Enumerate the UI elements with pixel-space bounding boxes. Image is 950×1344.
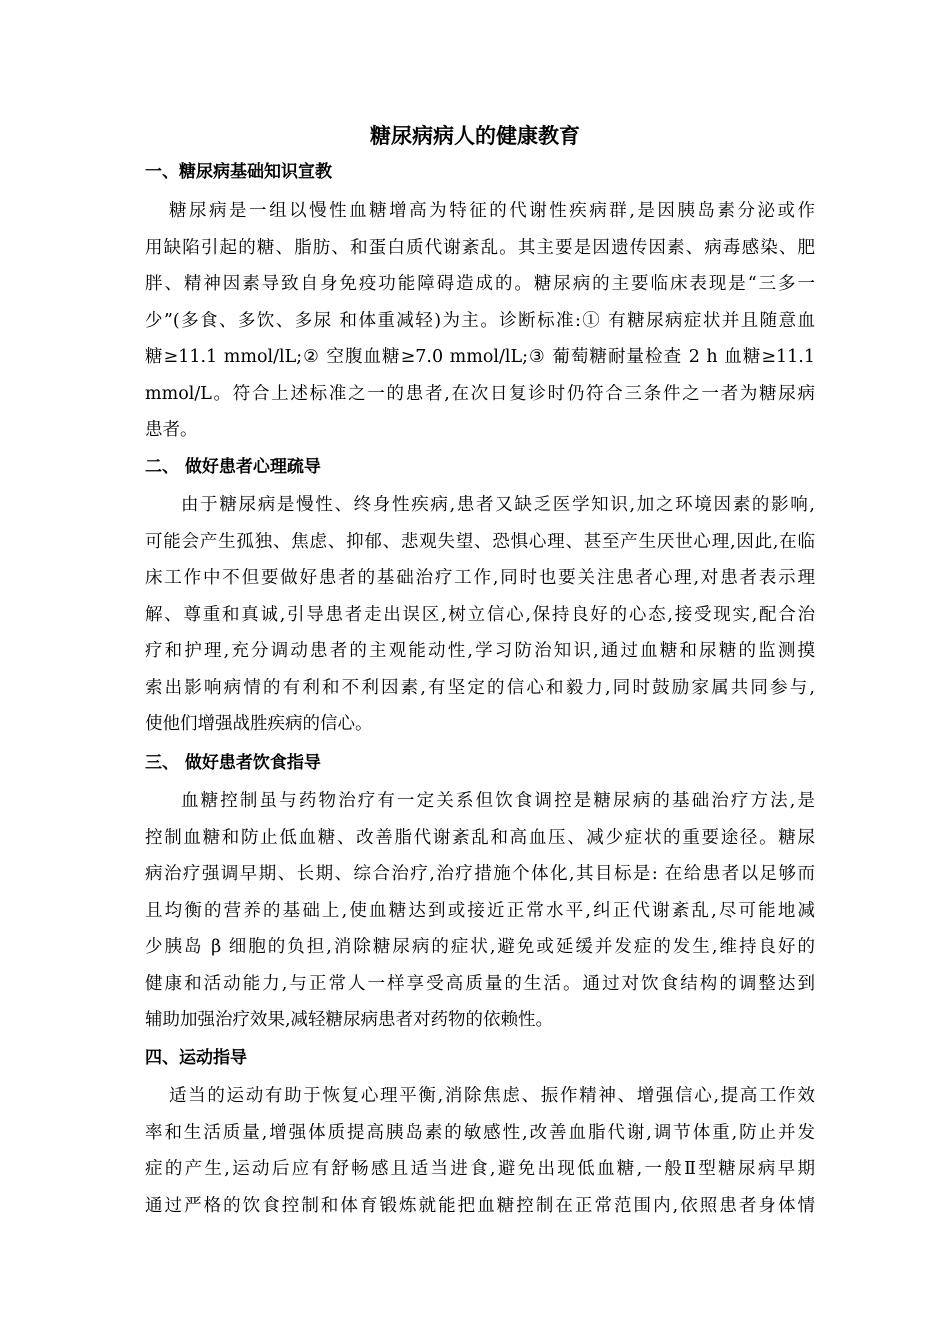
text-line: 糖尿病是一组以慢性血糖增高为特征的代谢性疾病群,是因胰岛素分泌或作 [169, 201, 815, 221]
text-line: 疗和护理,充分调动患者的主观能动性,学习防治知识,通过血糖和尿糖的监测摸 [145, 641, 815, 661]
text-line: 少胰岛 β 细胞的负担,消除糖尿病的症状,避免或延缓并发症的发生,维持良好的 [145, 937, 815, 957]
section-body-psychology [145, 487, 815, 743]
text-line: 用缺陷引起的糖、脂肪、和蛋白质代谢紊乱。其主要是因遗传因素、病毒感染、肥 [145, 237, 815, 258]
text-line: 可能会产生孤独、焦虑、抑郁、悲观失望、恐惧心理、甚至产生厌世心理,因此,在临 [145, 531, 815, 552]
text-line: 通过严格的饮食控制和体育锻炼就能把血糖控制在正常范围内,依照患者身体情 [145, 1195, 815, 1216]
text-line: 健康和活动能力,与正常人一样享受高质量的生活。通过对饮食结构的调整达到 [145, 973, 815, 994]
section-heading-exercise: 四、运动指导 [145, 1048, 247, 1068]
section-heading-basics: 一、糖尿病基础知识宣教 [145, 162, 332, 182]
text-line: 少”(多食、多饮、多尿 和体重减轻)为主。诊断标准:① 有糖尿病症状并且随意血 [145, 310, 815, 331]
text-line: 率和生活质量,增强体质提高胰岛素的敏感性,改善血脂代谢,调节体重,防止并发 [145, 1122, 815, 1143]
section-heading-diet: 三、 做好患者饮食指导 [145, 753, 321, 773]
section-body-diet [145, 783, 815, 1039]
text-line: 血糖控制虽与药物治疗有一定关系但饮食调控是糖尿病的基础治疗方法,是 [181, 791, 815, 811]
text-line: 症的产生,运动后应有舒畅感且适当进食,避免出现低血糖,一般Ⅱ型糖尿病早期 [145, 1159, 815, 1179]
text-line: 由于糖尿病是慢性、终身性疾病,患者又缺乏医学知识,加之环境因素的影响, [181, 495, 815, 515]
text-line: 解、尊重和真诚,引导患者走出误区,树立信心,保持良好的心态,接受现实,配合治 [145, 604, 815, 625]
text-line: 病治疗强调早期、长期、综合治疗,治疗措施个体化,其目标是: 在给患者以足够而 [145, 864, 815, 884]
text-line: 糖≥11.1 mmol/lL;② 空腹血糖≥7.0 mmol/lL;③ 葡萄糖耐量检查 2 h 血糖≥11.1 [145, 347, 815, 367]
text-line: 适当的运动有助于恢复心理平衡,消除焦虑、振作精神、增强信心,提高工作效 [169, 1086, 815, 1106]
text-line: 床工作中不但要做好患者的基础治疗工作,同时也要关注患者心理,对患者表示理 [145, 568, 815, 588]
text-line: 控制血糖和防止低血糖、改善脂代谢紊乱和高血压、减少症状的重要途径。糖尿 [145, 827, 815, 848]
section-body-basics [145, 193, 815, 449]
section-heading-psychology: 二、 做好患者心理疏导 [145, 457, 321, 477]
text-line: 使他们增强战胜疾病的信心。 [145, 714, 373, 734]
text-line: 且均衡的营养的基础上,使血糖达到或接近正常水平,纠正代谢紊乱,尽可能地减 [145, 900, 815, 921]
text-line: mmol/L。符合上述标准之一的患者,在次日复诊时仍符合三条件之一者为糖尿病 [145, 383, 815, 404]
text-line: 辅助加强治疗效果,减轻糖尿病患者对药物的依赖性。 [145, 1010, 554, 1030]
text-line: 患者。 [145, 420, 198, 440]
text-line: 胖、精神因素导致自身免疫功能障碍造成的。糖尿病的主要临床表现是“三多一 [145, 274, 815, 294]
text-line: 索出影响病情的有利和不利因素,有坚定的信心和毅力,同时鼓励家属共同参与, [145, 677, 815, 698]
document-title: 糖尿病病人的健康教育 [370, 124, 580, 148]
section-body-exercise [145, 1078, 815, 1224]
